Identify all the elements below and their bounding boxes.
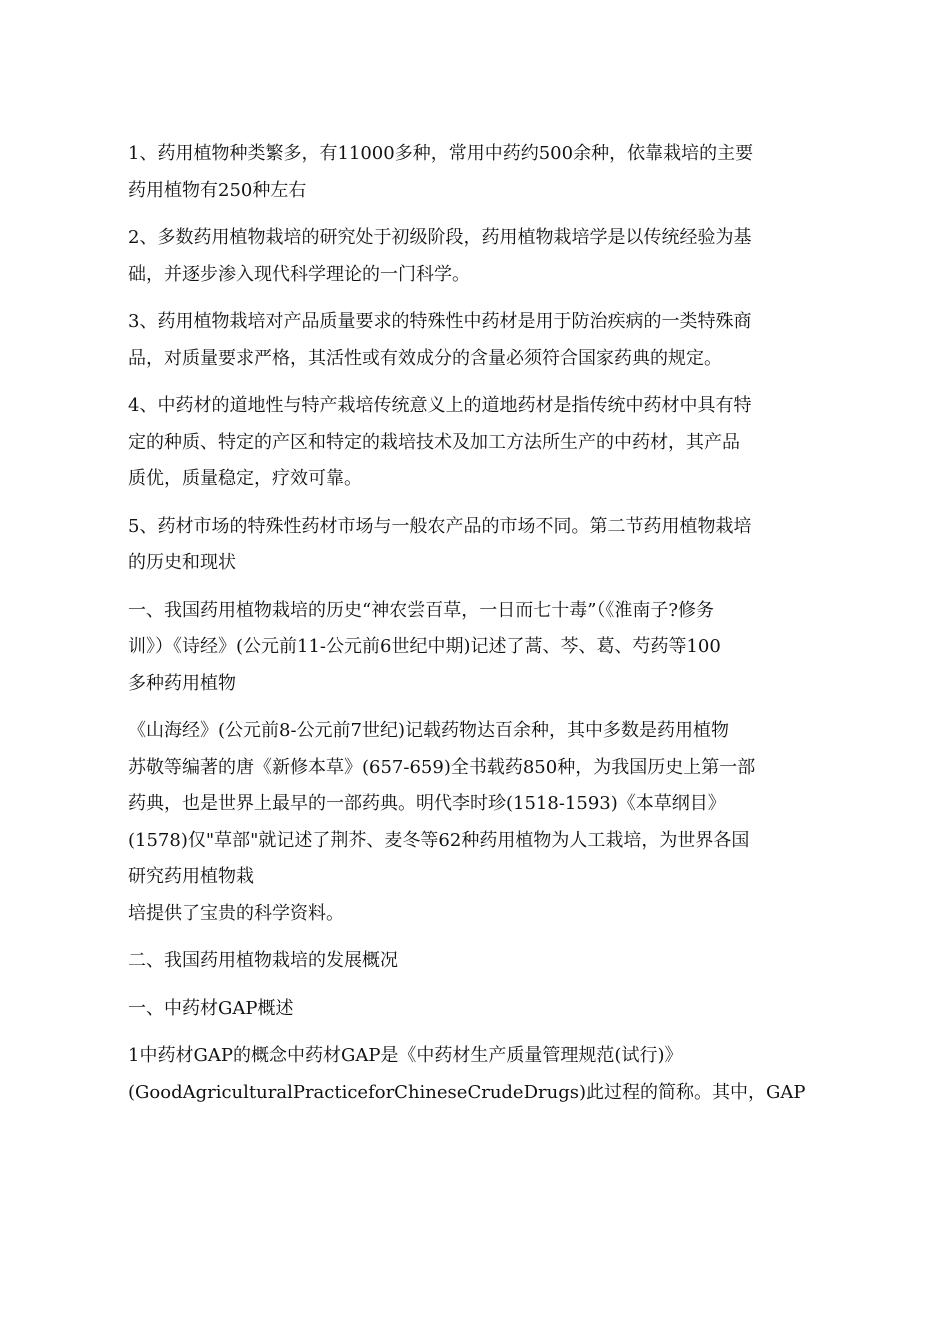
text-line: 础，并逐步渗入现代科学理论的一门科学。 [128, 263, 470, 285]
text-line: 《山海经》(公元前8-公元前7世纪)记载药物达百余种，其中多数是药用植物 [128, 720, 730, 741]
paragraph-5 [128, 509, 828, 582]
text-line: 多种药用植物 [128, 672, 236, 694]
text-line: 药用植物有250种左右 [128, 179, 307, 201]
text-line: 品，对质量要求严格，其活性或有效成分的含量必须符合国家药典的规定。 [128, 347, 722, 369]
text-line: (1578)仅"草部"就记述了荆芥、麦冬等62种药用植物为人工栽培，为世界各国 [128, 829, 750, 851]
text-line: 3、药用植物栽培对产品质量要求的特殊性中药材是用于防治疾病的一类特殊商 [128, 311, 752, 332]
heading-text: 一、中药材GAP概述 [128, 997, 294, 1019]
text-line: 定的种质、特定的产区和特定的栽培技术及加工方法所生产的中药材，其产品 [128, 431, 740, 453]
text-line: 药典，也是世界上最早的一部药典。明代李时珍(1518-1593)《本草纲目》 [128, 793, 726, 814]
paragraph-1 [128, 136, 828, 209]
text-line: 质优，质量稳定，疗效可靠。 [128, 468, 362, 489]
text-line: 5、药材市场的特殊性药材市场与一般农产品的市场不同。第二节药用植物栽培 [128, 515, 752, 537]
heading-text: 二、我国药用植物栽培的发展概况 [128, 950, 398, 971]
text-line: 1中药材GAP的概念中药材GAP是《中药材生产质量管理规范(试行)》 [128, 1045, 683, 1066]
text-line: 一、我国药用植物栽培的历史“神农尝百草，一日而七十毒”（《淮南子?修务 [128, 599, 715, 621]
text-line: 的历史和现状 [128, 552, 236, 573]
text-line: 4、中药材的道地性与特产栽培传统意义上的道地药材是指传统中药材中具有特 [128, 395, 752, 416]
paragraph-3 [128, 304, 828, 377]
text-line: 训》）《诗经》(公元前11-公元前6世纪中期)记述了蒿、芩、葛、芍药等100 [128, 636, 721, 657]
text-line: 1、药用植物种类繁多，有11000多种，常用中药约500余种，依靠栽培的主要 [128, 143, 754, 164]
text-line: (GoodAgriculturalPracticeforChineseCrudeDrugs)此过程的简称。其中，GAP [128, 1081, 806, 1103]
paragraph-2 [128, 220, 828, 293]
text-line: 2、多数药用植物栽培的研究处于初级阶段，药用植物栽培学是以传统经验为基 [128, 227, 752, 248]
section-heading [128, 943, 828, 980]
subsection-heading [128, 991, 828, 1028]
document-body [128, 136, 828, 1111]
paragraph-4 [128, 388, 828, 498]
paragraph-gap-definition [128, 1038, 828, 1111]
text-line: 苏敬等编著的唐《新修本草》(657-659)全书载药850种，为我国历史上第一部 [128, 756, 756, 778]
paragraph-6 [128, 593, 828, 703]
paragraph-8 [128, 896, 828, 933]
paragraph-7 [128, 713, 828, 896]
text-line: 培提供了宝贵的科学资料。 [128, 902, 344, 924]
text-line: 研究药用植物栽 [128, 866, 254, 887]
